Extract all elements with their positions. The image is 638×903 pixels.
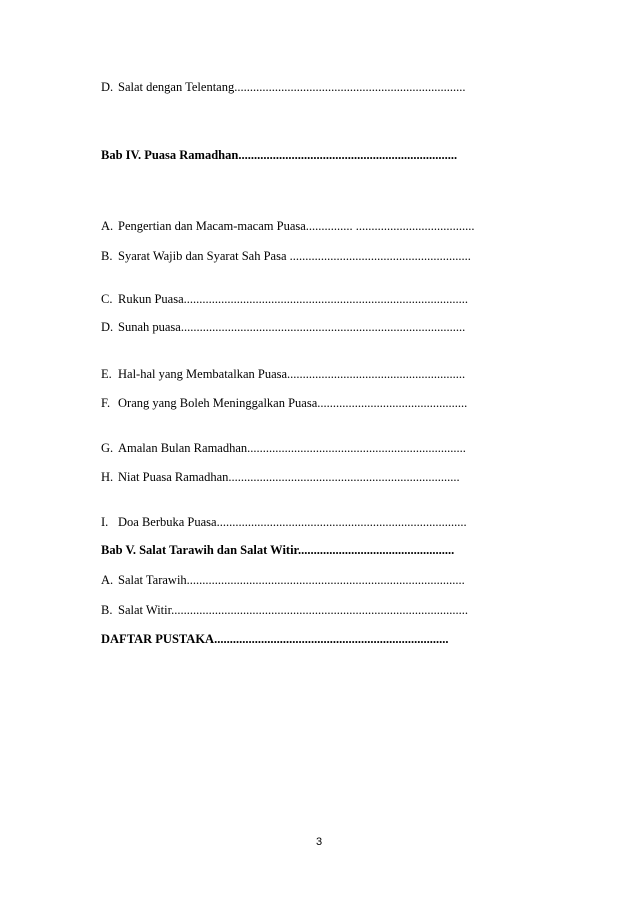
toc-title: Bab IV. Puasa Ramadhan [101,148,239,162]
toc-title: Syarat Wajib dan Syarat Sah Pasa [118,249,287,263]
toc-leader: .......................................................................... [234,80,466,94]
toc-leader: .................................................. [297,543,455,557]
toc-leader: ...................................................................... [247,441,466,455]
toc-entry [101,470,460,484]
toc-title: Niat Puasa Ramadhan [118,470,229,484]
toc-marker: A. [101,573,114,587]
toc-marker: C. [101,292,113,306]
toc-marker: A. [101,219,114,233]
toc-title: Amalan Bulan Ramadhan [118,441,248,455]
toc-marker: B. [101,249,113,263]
toc-entry [101,292,468,306]
toc-entry [101,603,468,617]
toc-marker: F. [101,396,111,410]
toc-leader: ......................................................... [287,367,466,381]
toc-title: Salat dengan Telentang [118,80,235,94]
toc-entry [101,367,465,381]
toc-title: Bab V. Salat Tarawih dan Salat Witir [101,543,298,557]
toc-entry [101,249,471,263]
toc-leader: ........................................................................................... [180,320,466,334]
toc-marker: D. [101,320,114,334]
toc-leader: ............................................................................................... [171,603,468,617]
toc-title: Salat Witir [118,603,172,617]
toc-chapter [101,148,457,162]
toc-leader: ......................................................................................... [186,573,465,587]
toc-leader: ................................................................................ [216,515,467,529]
toc-title: Rukun Puasa [118,292,184,306]
toc-entry [101,441,466,455]
toc-leader: .......................................................................... [228,470,460,484]
toc-marker: G. [101,441,114,455]
toc-leader: ........................................................................................... [183,292,468,306]
toc-title: Salat Tarawih [118,573,187,587]
toc-entry [101,320,465,334]
toc-marker: B. [101,603,113,617]
toc-chapter [101,543,454,557]
toc-entry [101,396,467,410]
toc-leader: ................................................ [317,396,468,410]
toc-entry [101,219,475,233]
toc-title: Sunah puasa [118,320,181,334]
toc-leader: .......................................................... [286,249,471,263]
toc-title: Hal-hal yang Membatalkan Puasa [118,367,288,381]
toc-leader: ........................................................................... [214,632,449,646]
toc-entry [101,515,467,529]
page-number: 3 [315,836,323,848]
toc-title: Pengertian dan Macam-macam Puasa [118,219,306,233]
toc-entry [101,573,465,587]
toc-leader: ............... ...................................... [305,219,475,233]
toc-marker: D. [101,80,114,94]
toc-marker: I. [101,515,109,529]
toc-marker: E. [101,367,112,381]
toc-title: Orang yang Boleh Meninggalkan Puasa [118,396,318,410]
toc-title: Doa Berbuka Puasa [118,515,217,529]
toc-marker: H. [101,470,114,484]
toc-leader: ...................................................................... [238,148,458,162]
toc-entry [101,80,465,94]
toc-title: DAFTAR PUSTAKA [101,632,215,646]
toc-chapter [101,632,448,646]
